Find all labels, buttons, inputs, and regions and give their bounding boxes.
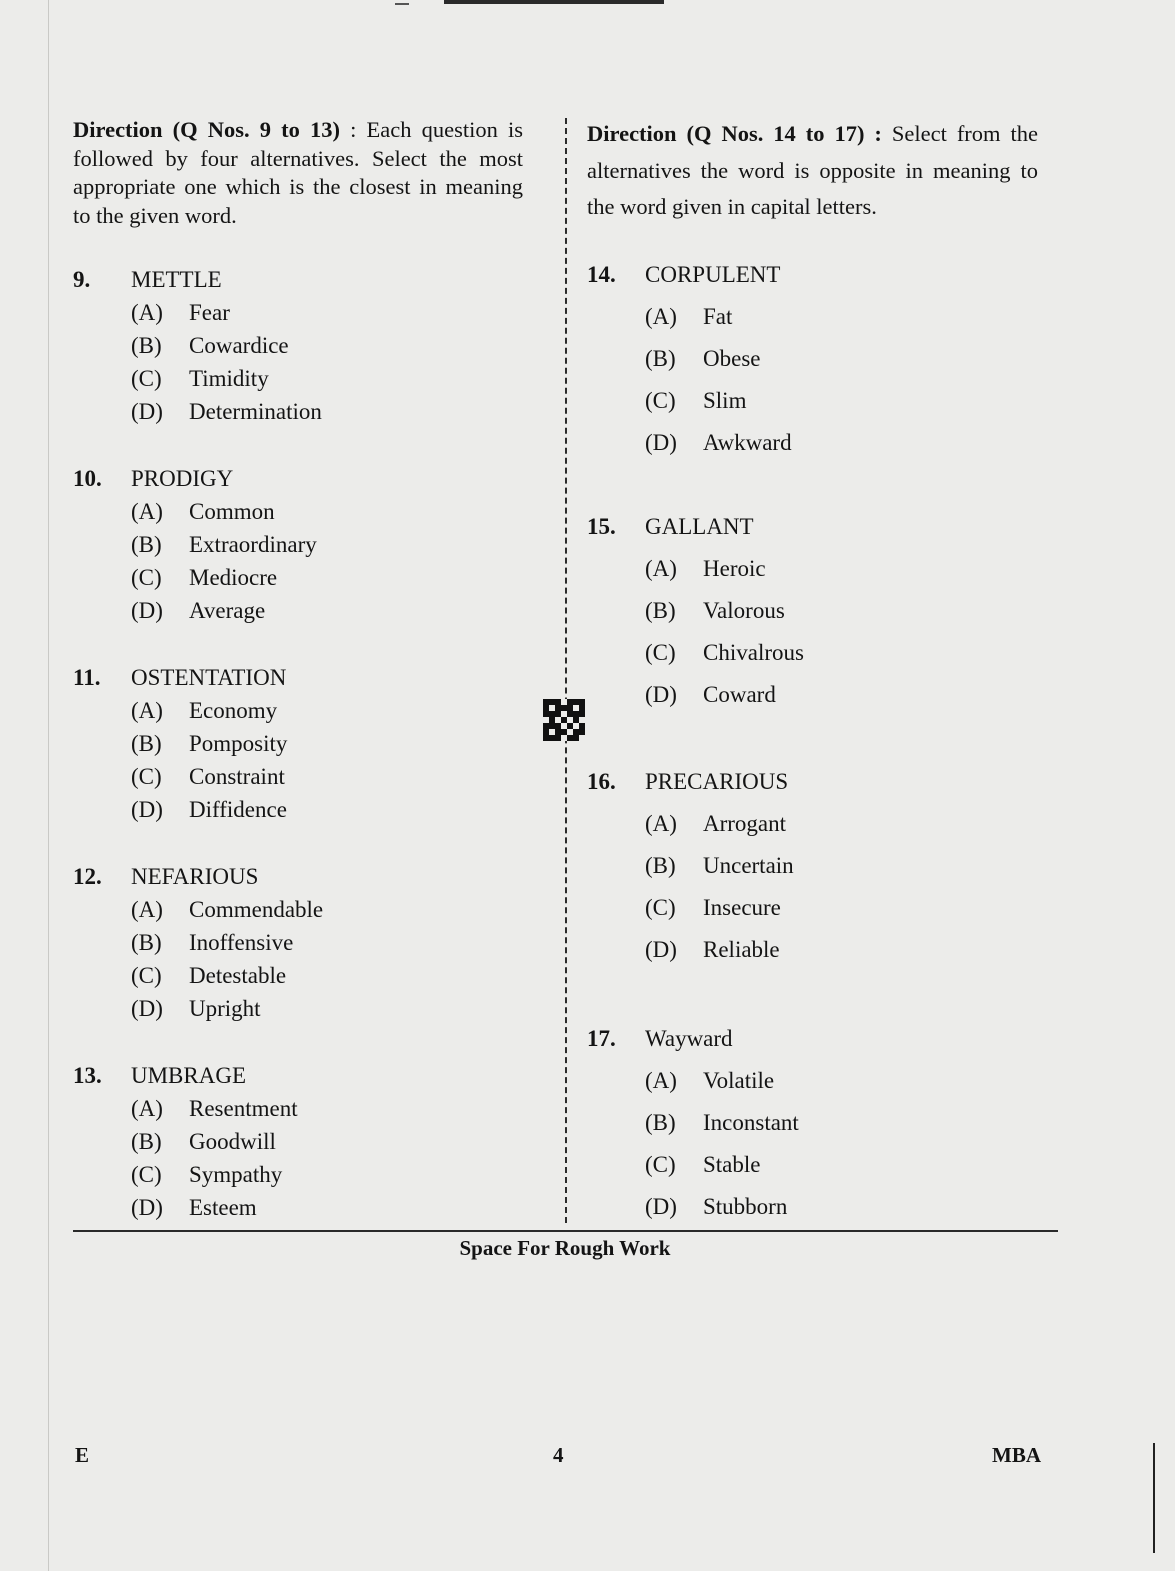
option-letter: (A) bbox=[131, 897, 163, 922]
option-c bbox=[587, 387, 792, 415]
direction-right-label: Direction (Q Nos. 14 to 17) : bbox=[587, 121, 882, 146]
option-text: Commendable bbox=[189, 897, 324, 922]
option-letter: (D) bbox=[131, 598, 163, 623]
option-letter: (C) bbox=[131, 366, 162, 391]
column-divider bbox=[565, 118, 567, 1223]
option-letter: (C) bbox=[645, 388, 676, 413]
option-letter: (C) bbox=[131, 764, 162, 789]
footer-exam-name: MBA bbox=[992, 1443, 1041, 1467]
question-word: METTLE bbox=[131, 267, 222, 292]
option-text: Stubborn bbox=[703, 1194, 788, 1219]
option-text: Esteem bbox=[189, 1195, 257, 1220]
option-letter: (B) bbox=[131, 731, 162, 756]
option-letter: (D) bbox=[645, 937, 677, 962]
question-word: CORPULENT bbox=[645, 262, 781, 287]
option-letter: (D) bbox=[131, 399, 163, 424]
direction-right-text: Select from the alternatives the word is opposite in meaning to the word given in capital letters. bbox=[587, 121, 1038, 219]
option-a bbox=[73, 697, 287, 725]
option-letter: (A) bbox=[645, 556, 677, 581]
footer-page-number: 4 bbox=[553, 1443, 564, 1467]
question-number: 9. bbox=[73, 267, 91, 292]
rough-work-label: Space For Rough Work bbox=[459, 1236, 671, 1260]
option-text: Detestable bbox=[189, 963, 287, 988]
question-12 bbox=[73, 863, 323, 1023]
option-text: Heroic bbox=[703, 556, 766, 581]
option-text: Insecure bbox=[703, 895, 781, 920]
option-text: Chivalrous bbox=[703, 640, 804, 665]
question-11 bbox=[73, 664, 287, 824]
option-text: Goodwill bbox=[189, 1129, 276, 1154]
top-dash-mark bbox=[395, 3, 409, 5]
question-15 bbox=[587, 513, 804, 709]
option-d bbox=[587, 1193, 799, 1221]
option-text: Valorous bbox=[703, 598, 785, 623]
rough-work-rule bbox=[73, 1230, 1058, 1232]
option-text: Fear bbox=[189, 300, 230, 325]
option-letter: (A) bbox=[131, 300, 163, 325]
question-9 bbox=[73, 266, 322, 426]
question-number: 17. bbox=[587, 1026, 616, 1051]
option-text: Pomposity bbox=[189, 731, 288, 756]
option-letter: (B) bbox=[645, 346, 676, 371]
option-letter: (C) bbox=[645, 895, 676, 920]
option-d bbox=[587, 681, 804, 709]
page-edge-line bbox=[48, 0, 49, 1571]
option-text: Extraordinary bbox=[189, 532, 317, 557]
option-text: Average bbox=[189, 598, 266, 623]
question-word: NEFARIOUS bbox=[131, 864, 259, 889]
option-text: Volatile bbox=[703, 1068, 775, 1093]
option-d bbox=[587, 936, 794, 964]
question-number: 11. bbox=[73, 665, 101, 690]
option-text: Reliable bbox=[703, 937, 780, 962]
question-17 bbox=[587, 1025, 799, 1221]
option-d bbox=[73, 995, 323, 1023]
option-letter: (A) bbox=[131, 499, 163, 524]
option-letter: (A) bbox=[645, 304, 677, 329]
option-c bbox=[587, 894, 794, 922]
option-letter: (B) bbox=[131, 1129, 162, 1154]
option-text: Upright bbox=[189, 996, 261, 1021]
question-word: Wayward bbox=[645, 1026, 733, 1051]
option-a bbox=[73, 896, 323, 924]
option-letter: (C) bbox=[645, 1152, 676, 1177]
option-text: Arrogant bbox=[703, 811, 787, 836]
option-letter: (D) bbox=[645, 430, 677, 455]
option-letter: (D) bbox=[131, 1195, 163, 1220]
option-c bbox=[73, 1161, 298, 1189]
option-b bbox=[587, 345, 792, 373]
option-d bbox=[73, 1194, 298, 1222]
question-word: PRODIGY bbox=[131, 466, 234, 491]
option-b bbox=[587, 852, 794, 880]
question-number: 13. bbox=[73, 1063, 102, 1088]
option-b bbox=[587, 597, 804, 625]
option-a bbox=[73, 498, 317, 526]
option-letter: (A) bbox=[131, 698, 163, 723]
option-text: Timidity bbox=[189, 366, 269, 391]
question-number: 14. bbox=[587, 262, 616, 287]
option-letter: (B) bbox=[645, 853, 676, 878]
qr-module bbox=[579, 735, 585, 741]
option-text: Constraint bbox=[189, 764, 285, 789]
question-number: 12. bbox=[73, 864, 102, 889]
option-text: Awkward bbox=[703, 430, 792, 455]
option-text: Determination bbox=[189, 399, 322, 424]
option-b bbox=[73, 531, 317, 559]
question-number: 10. bbox=[73, 466, 102, 491]
option-letter: (D) bbox=[645, 682, 677, 707]
option-letter: (B) bbox=[645, 1110, 676, 1135]
option-b bbox=[73, 730, 287, 758]
option-d bbox=[73, 796, 287, 824]
question-14 bbox=[587, 261, 792, 457]
option-text: Cowardice bbox=[189, 333, 289, 358]
question-number: 15. bbox=[587, 514, 616, 539]
option-c bbox=[73, 763, 287, 791]
option-text: Slim bbox=[703, 388, 747, 413]
question-word: OSTENTATION bbox=[131, 665, 287, 690]
direction-right bbox=[587, 116, 1038, 226]
option-text: Inconstant bbox=[703, 1110, 799, 1135]
question-16 bbox=[587, 768, 794, 964]
option-letter: (D) bbox=[131, 996, 163, 1021]
option-letter: (A) bbox=[131, 1096, 163, 1121]
option-c bbox=[73, 564, 317, 592]
option-b bbox=[587, 1109, 799, 1137]
footer-set-code: E bbox=[75, 1443, 90, 1467]
option-text: Economy bbox=[189, 698, 278, 723]
top-rule bbox=[444, 0, 664, 4]
option-a bbox=[73, 1095, 298, 1123]
option-text: Diffidence bbox=[189, 797, 287, 822]
direction-left-label: Direction (Q Nos. 9 to 13) bbox=[73, 117, 341, 142]
option-text: Obese bbox=[703, 346, 761, 371]
option-a bbox=[587, 555, 804, 583]
option-a bbox=[587, 303, 792, 331]
option-a bbox=[73, 299, 322, 327]
question-number: 16. bbox=[587, 769, 616, 794]
option-letter: (C) bbox=[645, 640, 676, 665]
option-letter: (A) bbox=[645, 811, 677, 836]
option-text: Resentment bbox=[189, 1096, 298, 1121]
question-word: GALLANT bbox=[645, 514, 754, 539]
option-text: Inoffensive bbox=[189, 930, 294, 955]
question-13 bbox=[73, 1062, 298, 1222]
option-letter: (C) bbox=[131, 565, 162, 590]
option-c bbox=[587, 639, 804, 667]
option-b bbox=[73, 332, 322, 360]
option-c bbox=[73, 365, 322, 393]
option-a bbox=[587, 810, 794, 838]
option-letter: (D) bbox=[645, 1194, 677, 1219]
option-text: Coward bbox=[703, 682, 776, 707]
option-letter: (D) bbox=[131, 797, 163, 822]
option-d bbox=[587, 429, 792, 457]
direction-left bbox=[73, 116, 523, 230]
option-c bbox=[73, 962, 323, 990]
margin-mark bbox=[1153, 1443, 1155, 1553]
option-b bbox=[73, 1128, 298, 1156]
option-letter: (C) bbox=[131, 1162, 162, 1187]
option-a bbox=[587, 1067, 799, 1095]
question-word: UMBRAGE bbox=[131, 1063, 247, 1088]
option-text: Common bbox=[189, 499, 275, 524]
question-10 bbox=[73, 465, 317, 625]
option-letter: (A) bbox=[645, 1068, 677, 1093]
option-d bbox=[73, 597, 317, 625]
option-letter: (B) bbox=[131, 333, 162, 358]
option-text: Stable bbox=[703, 1152, 761, 1177]
option-letter: (B) bbox=[645, 598, 676, 623]
question-word: PRECARIOUS bbox=[645, 769, 789, 794]
direction-left-text: : Each question is followed by four alternatives. Select the most appropriate one which is the closest in meaning to the given word. bbox=[73, 117, 523, 228]
option-text: Fat bbox=[703, 304, 733, 329]
option-c bbox=[587, 1151, 799, 1179]
option-b bbox=[73, 929, 323, 957]
option-d bbox=[73, 398, 322, 426]
option-text: Sympathy bbox=[189, 1162, 283, 1187]
option-letter: (C) bbox=[131, 963, 162, 988]
option-text: Uncertain bbox=[703, 853, 794, 878]
option-text: Mediocre bbox=[189, 565, 278, 590]
option-letter: (B) bbox=[131, 532, 162, 557]
option-letter: (B) bbox=[131, 930, 162, 955]
qr-code-icon bbox=[543, 699, 585, 741]
